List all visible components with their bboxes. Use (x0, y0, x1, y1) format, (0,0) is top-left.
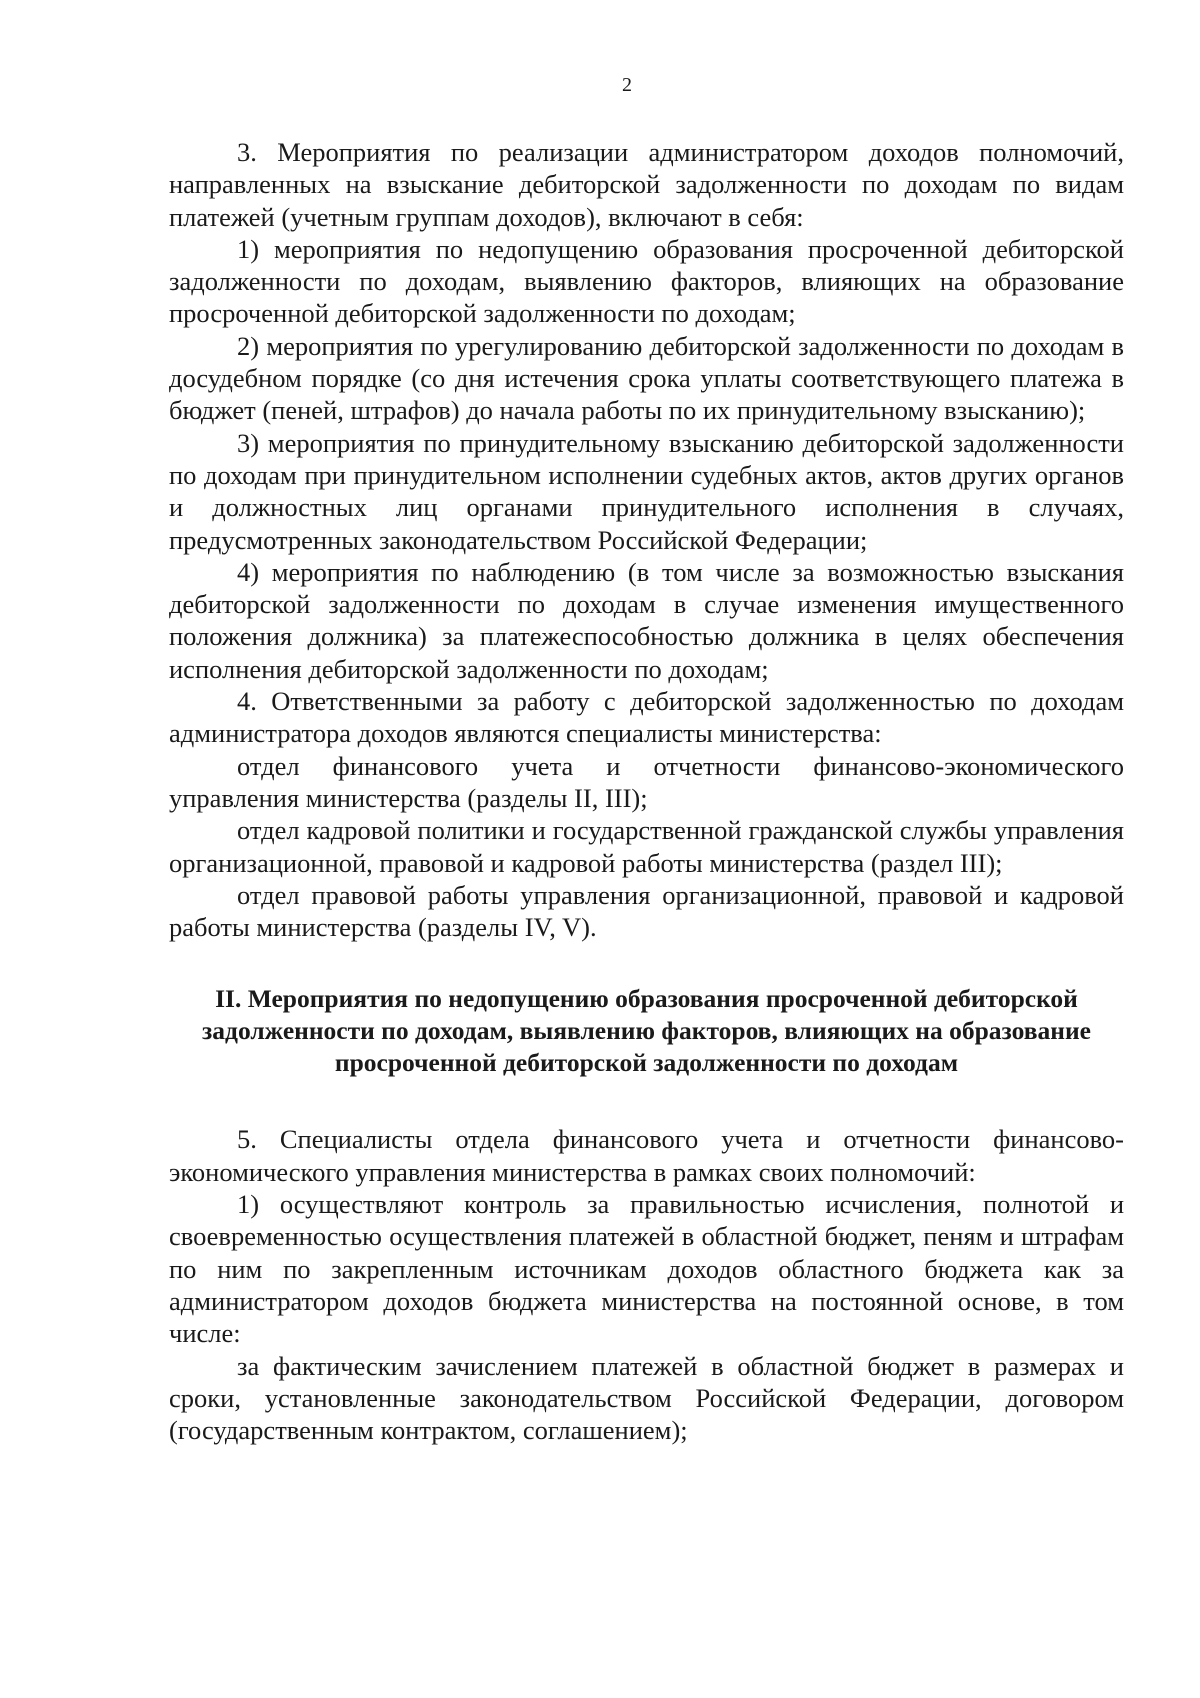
paragraph-item-5: 5. Специалисты отдела финансового учета и отчетности финансово-экономического управления министерства в рамках своих полномочий: (169, 1124, 1124, 1187)
paragraph-department-personnel: отдел кадровой политики и государственной гражданской службы управления организационной, правовой и кадровой работы министерства (раздел III); (169, 815, 1124, 878)
document-body (169, 136, 1124, 1446)
paragraph-subitem-3: 3) мероприятия по принудительному взысканию дебиторской задолженности по доходам при принудительном исполнении судебных актов, актов других органов и должностных лиц органами принудительного исполнения в случаях, предусмотренных законодательством Российской Федерации; (169, 427, 1124, 555)
page-number: 2 (622, 74, 632, 96)
section-heading: II. Мероприятия по недопущению образования просроченной дебиторской задолженности по доходам, выявлению факторов, влияющих на образование просроченной дебиторской задолженности по доходам (202, 984, 1091, 1078)
paragraph-item-3: 3. Мероприятия по реализации администратором доходов полномочий, направленных на взыскание дебиторской задолженности по доходам по видам платежей (учетным группам доходов), включают в себя: (169, 137, 1124, 232)
paragraph-control-detail: за фактическим зачислением платежей в областной бюджет в размерах и сроки, установленные законодательством Российской Федерации, договором (государственным контрактом, соглашением); (169, 1350, 1124, 1446)
paragraph-subitem-5-1: 1) осуществляют контроль за правильностью исчисления, полнотой и своевременностью осуществления платежей в областной бюджет, пеням и штрафам по ним по закрепленным источникам доходов областного бюджета как за администратором доходов бюджета министерства на постоянной основе, в том числе: (169, 1189, 1124, 1349)
paragraph-item-4: 4. Ответственными за работу с дебиторской задолженностью по доходам администратора доходов являются специалисты министерства: (169, 686, 1124, 749)
paragraph-department-legal: отдел правовой работы управления организационной, правовой и кадровой работы министерства (разделы IV, V). (169, 879, 1124, 943)
paragraph-subitem-4: 4) мероприятия по наблюдению (в том числе за возможностью взыскания дебиторской задолженности по доходам в случае изменения имущественного положения должника) за платежеспособностью должника в целях обеспечения исполнения дебиторской задолженности по доходам; (169, 556, 1124, 684)
paragraph-department-finance: отдел финансового учета и отчетности финансово-экономического управления министерства (разделы II, III); (169, 750, 1124, 813)
paragraph-subitem-2: 2) мероприятия по урегулированию дебиторской задолженности по доходам в досудебном порядке (со дня истечения срока уплаты соответствующего платежа в бюджет (пеней, штрафов) до начала работы по их принудительному взысканию); (169, 330, 1124, 426)
paragraph-subitem-1: 1) мероприятия по недопущению образования просроченной дебиторской задолженности по доходам, выявлению факторов, влияющих на образование просроченной дебиторской задолженности по доходам; (169, 233, 1124, 329)
